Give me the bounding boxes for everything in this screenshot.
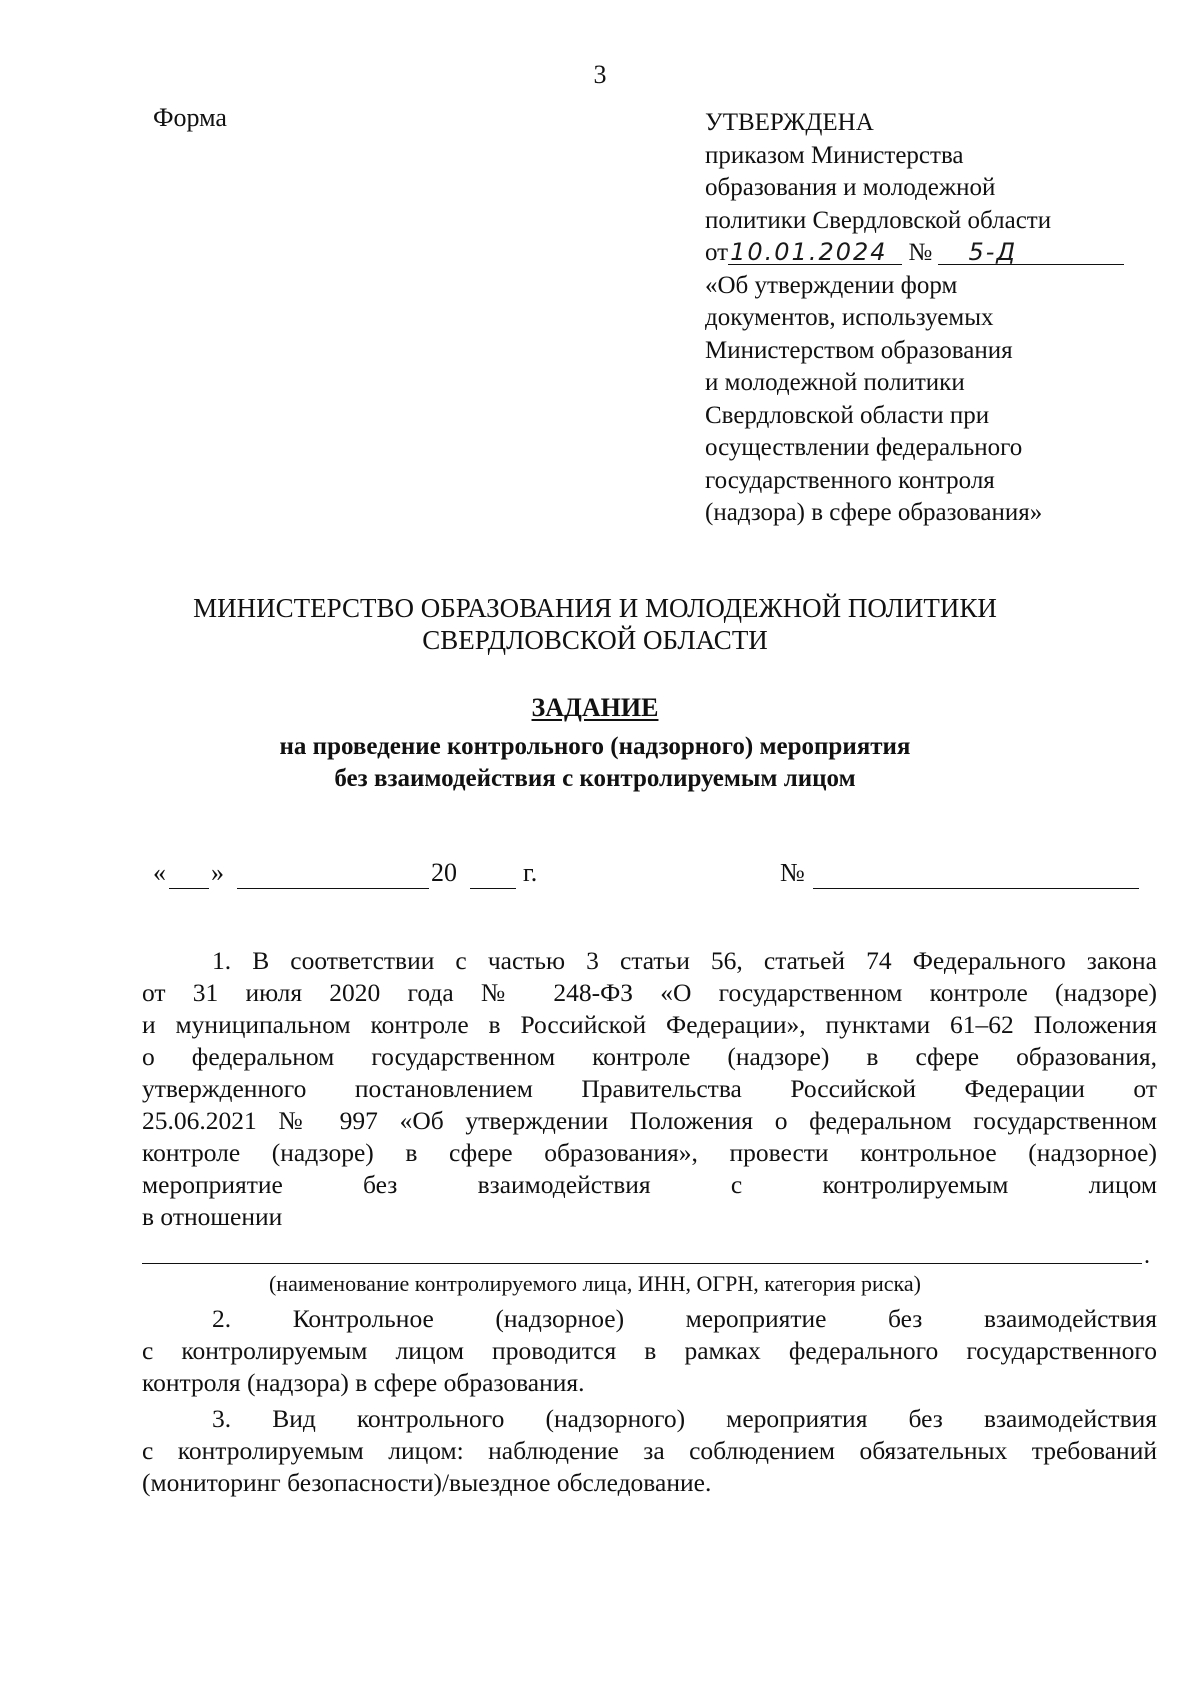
paragraph-2	[142, 1303, 1157, 1399]
close-quote: »	[211, 858, 224, 887]
approval-line: (надзора) в сфере образования»	[705, 499, 1043, 526]
task-subtitle-line-2: без взаимодействия с контролируемым лицом	[334, 765, 856, 792]
paragraph-line: с контролируемым лицом проводится в рамках федерального государственного	[142, 1336, 1157, 1365]
order-date-number-line	[705, 237, 1145, 270]
year-prefix: 20	[431, 858, 457, 887]
from-prefix: от	[705, 239, 729, 266]
approval-line: государственного контроля	[705, 466, 995, 494]
ministry-line-1: МИНИСТЕРСТВО ОБРАЗОВАНИЯ И МОЛОДЕЖНОЙ ПОЛИТИКИ	[193, 593, 997, 623]
paragraph-line: с контролируемым лицом: наблюдение за соблюдением обязательных требований	[142, 1436, 1157, 1465]
number-blank	[813, 860, 1139, 889]
approval-heading: УТВЕРЖДЕНА	[705, 109, 874, 136]
approval-block	[705, 107, 1145, 530]
paragraph-line: о федеральном государственном контроле (надзоре) в сфере образования,	[142, 1042, 1157, 1071]
approval-line: образования и молодежной	[705, 174, 996, 201]
year-blank	[470, 860, 516, 889]
approval-line: Свердловской области при	[705, 401, 990, 429]
paragraph-3	[142, 1403, 1157, 1499]
paragraph-line: от 31 июля 2020 года № 248-ФЗ «О государственном контроле (надзоре)	[142, 978, 1157, 1007]
paragraph-line: контроле (надзоре) в сфере образования», провести контрольное (надзорное)	[142, 1138, 1157, 1167]
paragraph-line: мероприятие без взаимодействия с контролируемым лицом	[142, 1170, 1157, 1199]
ministry-line-2: СВЕРДЛОВСКОЙ ОБЛАСТИ	[422, 625, 768, 655]
task-subtitle	[0, 731, 1200, 795]
handwritten-order-date: 10.01.2024	[728, 240, 902, 265]
paragraph-line: 3. Вид контрольного (надзорного) мероприятия без взаимодействия	[212, 1404, 1157, 1433]
month-blank	[237, 860, 429, 889]
paragraph-line: 1. В соответствии с частью 3 статьи 56, статьей 74 Федерального закона	[212, 946, 1157, 975]
day-blank	[169, 860, 209, 889]
approval-line: Министерством образования	[705, 336, 1013, 364]
paragraph-line: утвержденного постановлением Правительства Российской Федерации от	[142, 1074, 1157, 1103]
approval-line: осуществлении федерального	[705, 434, 1023, 461]
controlled-person-name-blank	[142, 1263, 1142, 1264]
paragraph-line: 2. Контрольное (надзорное) мероприятие без взаимодействия	[212, 1304, 1157, 1333]
handwritten-order-number: 5-Д	[938, 240, 1124, 265]
number-prefix: №	[908, 239, 933, 266]
name-caption: (наименование контролируемого лица, ИНН, ОГРН, категория риска)	[268, 1271, 921, 1296]
page-number: 3	[593, 60, 607, 89]
form-label: Форма	[153, 103, 227, 132]
name-line-period: .	[1144, 1243, 1150, 1269]
number-sign: №	[780, 858, 805, 887]
paragraph-line: 25.06.2021 № 997 «Об утверждении Положения о федеральном государственном	[142, 1106, 1157, 1135]
task-subtitle-line-1: на проведение контрольного (надзорного) мероприятия	[279, 733, 911, 760]
year-suffix: г.	[523, 858, 538, 887]
paragraph-line: (мониторинг безопасности)/выездное обследование.	[142, 1468, 712, 1497]
paragraph-line: и муниципальном контроле в Российской Федерации», пунктами 61–62 Положения	[142, 1010, 1157, 1039]
approval-line: «Об утверждении форм	[705, 271, 958, 299]
paragraph-line: в отношении	[142, 1202, 283, 1231]
approval-line: документов, используемых	[705, 304, 994, 331]
task-title: ЗАДАНИЕ	[531, 693, 659, 722]
date-number-row	[153, 858, 1153, 898]
ministry-heading	[0, 592, 1200, 656]
approval-line: и молодежной политики	[705, 369, 965, 396]
paragraph-line: контроля (надзора) в сфере образования.	[142, 1368, 585, 1397]
open-quote: «	[153, 858, 166, 887]
paragraph-1	[142, 945, 1157, 1233]
approval-line: приказом Министерства	[705, 141, 964, 169]
approval-line: политики Свердловской области	[705, 206, 1052, 234]
